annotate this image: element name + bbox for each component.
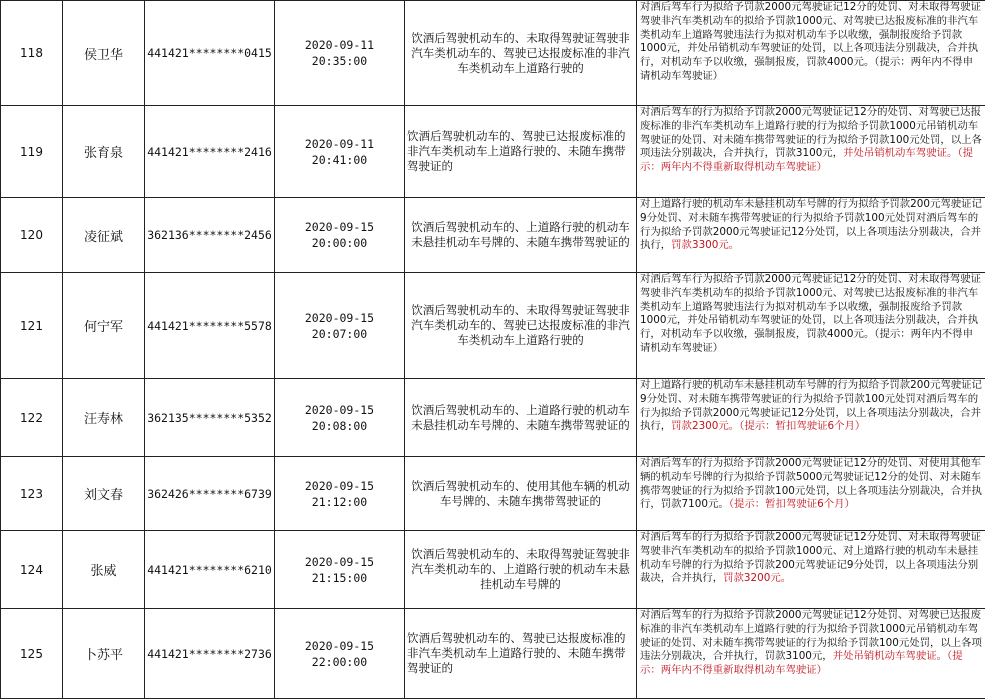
violation-datetime	[275, 273, 405, 379]
id-number: 441421********0415	[145, 1, 275, 106]
penalty-description	[637, 1, 985, 106]
table-row	[1, 106, 985, 198]
violation-description: 饮酒后驾驶机动车的、驾驶已达报废标准的非汽车类机动车上道路行驶的、未随车携带驾驶证的	[405, 106, 637, 198]
violation-date: 2020-09-15	[305, 220, 374, 234]
penalty-description	[637, 273, 985, 379]
table-row	[1, 609, 985, 699]
table-row	[1, 1, 985, 106]
row-number: 119	[1, 106, 63, 198]
violation-time: 20:00:00	[312, 236, 367, 250]
id-number: 362135********5352	[145, 379, 275, 457]
violation-datetime	[275, 198, 405, 273]
person-name: 凌征斌	[63, 198, 145, 273]
id-number: 441421********2736	[145, 609, 275, 699]
person-name: 张育泉	[63, 106, 145, 198]
violation-date: 2020-09-15	[305, 639, 374, 653]
penalty-text: 对酒后驾车的行为拟给予罚款2000元驾驶证记12分处罚、对驾驶已达报废标准的非汽车类机动车上道路行驶的行为拟给予罚款1000元吊销机动车驾驶证的处罚、对未随车携带驾驶证的行为拟给予罚款100元处罚，以上各项违法分别裁决，合并执行，罚款3100元，	[640, 609, 982, 662]
penalty-description	[637, 379, 985, 457]
penalty-text: 对酒后驾车的行为拟给予罚款2000元驾驶证记12分的处罚、对驾驶已达报废标准的非汽车类机动车上道路行驶的行为拟给予罚款1000元吊销机动车驾驶证的处罚、对未随车携带驾驶证的行为拟给予罚款100元处罚，以上各项违法分别裁决，合并执行，罚款3100元，	[640, 106, 982, 159]
penalty-description	[637, 609, 985, 699]
penalty-text: 对上道路行驶的机动车未悬挂机动车号牌的行为拟给予罚款200元驾驶证记9分处罚、对未随车携带驾驶证的行为拟给予罚款100元处罚对酒后驾车的行为拟给予罚款2000元驾驶证记12分处罚，以上各项违法分别裁决，合并执行，	[640, 379, 982, 432]
id-number: 441421********5578	[145, 273, 275, 379]
penalty-description	[637, 106, 985, 198]
penalty-text: 对酒后驾车的行为拟给予罚款2000元驾驶证记12分的处罚、对使用其他车辆的机动车号牌的行为拟给予罚款5000元驾驶证记12分的处罚、对未随车携带驾驶证的行为拟给予罚款100元处罚，以上各项违法分别裁决，合并执行，罚款7100元。	[640, 457, 982, 510]
penalty-description	[637, 531, 985, 609]
id-number: 362136********2456	[145, 198, 275, 273]
violation-date: 2020-09-15	[305, 403, 374, 417]
violation-date: 2020-09-11	[305, 38, 374, 52]
penalty-highlight: （提示：暂扣驾驶证6个月）	[729, 498, 855, 510]
violation-time: 21:12:00	[312, 495, 367, 509]
violation-date: 2020-09-15	[305, 479, 374, 493]
violation-description: 饮酒后驾驶机动车的、未取得驾驶证驾驶非汽车类机动车的、驾驶已达报废标准的非汽车类机动车上道路行驶的	[405, 1, 637, 106]
person-name: 汪寿林	[63, 379, 145, 457]
penalty-highlight: 并处吊销机动车驾驶证。（提示：两年内不得重新取得机动车驾驶证）	[640, 650, 963, 676]
person-name: 卜苏平	[63, 609, 145, 699]
table-row	[1, 198, 985, 273]
violation-datetime	[275, 379, 405, 457]
id-number: 362426********6739	[145, 457, 275, 531]
violation-description: 饮酒后驾驶机动车的、驾驶已达报废标准的非汽车类机动车上道路行驶的、未随车携带驾驶证的	[405, 609, 637, 699]
id-number: 441421********2416	[145, 106, 275, 198]
violation-description: 饮酒后驾驶机动车的、未取得驾驶证驾驶非汽车类机动车的、驾驶已达报废标准的非汽车类机动车上道路行驶的	[405, 273, 637, 379]
penalty-highlight: 罚款2300元。（提示：暂扣驾驶证6个月）	[671, 420, 865, 432]
violation-time: 20:07:00	[312, 327, 367, 341]
table-row	[1, 457, 985, 531]
violation-datetime	[275, 609, 405, 699]
penalty-text: 对酒后驾车行为拟给予罚款2000元驾驶证记12分的处罚、对未取得驾驶证驾驶非汽车类机动车的拟给予罚款1000元、对驾驶已达报废标准的非汽车类机动车上道路驾驶违法行为拟对机动车予以收缴，强制报废给予罚款1000元，并处吊销机动车驾驶证的处罚，以上各项违法分别裁决，合并执行，对机动车予以收缴，强制报废，罚款4000元。（提示：两年内不得申请机动车驾驶证）	[640, 1, 981, 82]
row-number: 120	[1, 198, 63, 273]
penalty-highlight: 罚款3200元。	[723, 572, 791, 584]
violation-datetime	[275, 106, 405, 198]
row-number: 123	[1, 457, 63, 531]
violation-datetime	[275, 457, 405, 531]
id-number: 441421********6210	[145, 531, 275, 609]
violation-description: 饮酒后驾驶机动车的、使用其他车辆的机动车号牌的、未随车携带驾驶证的	[405, 457, 637, 531]
row-number: 122	[1, 379, 63, 457]
violation-date: 2020-09-11	[305, 137, 374, 151]
violation-date: 2020-09-15	[305, 555, 374, 569]
violation-description: 饮酒后驾驶机动车的、上道路行驶的机动车未悬挂机动车号牌的、未随车携带驾驶证的	[405, 198, 637, 273]
violation-time: 21:15:00	[312, 571, 367, 585]
row-number: 121	[1, 273, 63, 379]
row-number: 124	[1, 531, 63, 609]
person-name: 刘文春	[63, 457, 145, 531]
violation-time: 20:35:00	[312, 54, 367, 68]
table-row	[1, 379, 985, 457]
penalty-text: 对上道路行驶的机动车未悬挂机动车号牌的行为拟给予罚款200元驾驶证记9分处罚、对未随车携带驾驶证的行为拟给予罚款100元处罚对酒后驾车的行为拟给予罚款2000元驾驶证记12分处罚，以上各项违法分别裁决，合并执行，	[640, 198, 982, 251]
violation-time: 22:00:00	[312, 655, 367, 669]
table-row	[1, 273, 985, 379]
person-name: 侯卫华	[63, 1, 145, 106]
penalty-highlight: 罚款3300元。	[671, 239, 739, 251]
row-number: 118	[1, 1, 63, 106]
person-name: 何宁军	[63, 273, 145, 379]
person-name: 张威	[63, 531, 145, 609]
penalty-highlight: 并处吊销机动车驾驶证。（提示：两年内不得重新取得机动车驾驶证）	[640, 147, 973, 173]
penalty-description	[637, 198, 985, 273]
penalty-text: 对酒后驾车的行为拟给予罚款2000元驾驶证记12分处罚、对未取得驾驶证驾驶非汽车类机动车的拟给予罚款1000元、对上道路行驶的机动车未悬挂机动车号牌的行为拟给予罚款200元驾驶证记9分处罚，以上各项违法分别裁决，合并执行，	[640, 531, 981, 584]
violation-time: 20:08:00	[312, 419, 367, 433]
violation-description: 饮酒后驾驶机动车的、未取得驾驶证驾驶非汽车类机动车的、上道路行驶的机动车未悬挂机动车号牌的	[405, 531, 637, 609]
table-row	[1, 531, 985, 609]
violation-datetime	[275, 531, 405, 609]
violation-time: 20:41:00	[312, 153, 367, 167]
penalty-description	[637, 457, 985, 531]
violation-date: 2020-09-15	[305, 311, 374, 325]
violation-datetime	[275, 1, 405, 106]
row-number: 125	[1, 609, 63, 699]
penalty-text: 对酒后驾车行为拟给予罚款2000元驾驶证记12分的处罚、对未取得驾驶证驾驶非汽车类机动车的拟给予罚款1000元、对驾驶已达报废标准的非汽车类机动车上道路驾驶违法行为拟对机动车予以收缴，强制报废给予罚款1000元，并处吊销机动车驾驶证的处罚，以上各项违法分别裁决，合并执行，对机动车予以收缴，强制报废，罚款4000元。（提示：两年内不得申请机动车驾驶证）	[640, 273, 981, 354]
violation-description: 饮酒后驾驶机动车的、上道路行驶的机动车未悬挂机动车号牌的、未随车携带驾驶证的	[405, 379, 637, 457]
